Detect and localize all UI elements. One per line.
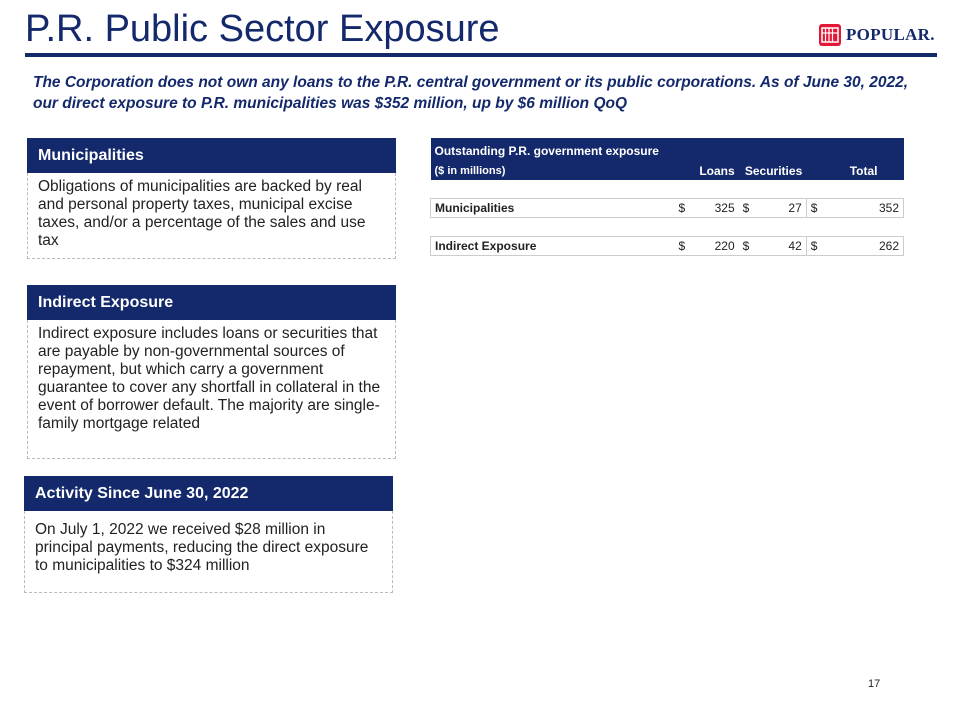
exposure-table bbox=[430, 138, 904, 256]
activity-box bbox=[24, 476, 393, 593]
securities-value: 27 bbox=[760, 199, 806, 218]
table-row bbox=[431, 237, 904, 256]
currency-symbol: $ bbox=[675, 199, 698, 218]
activity-description: On July 1, 2022 we received $28 million in principal payments, reducing the direct exposure to municipalities to $324 million bbox=[24, 511, 393, 593]
title-divider bbox=[25, 53, 937, 57]
table-title: Outstanding P.R. government exposure bbox=[431, 138, 904, 162]
currency-symbol: $ bbox=[739, 237, 761, 256]
indirect-exposure-description: Indirect exposure includes loans or securities that are payable by non-governmental sources of repayment, but which carry a government guarantee to cover any shortfall in collateral in the event of borrower default. The majority are single-family mortgage related bbox=[27, 320, 396, 459]
loans-value: 325 bbox=[697, 199, 738, 218]
currency-symbol: $ bbox=[806, 199, 829, 218]
indirect-exposure-heading: Indirect Exposure bbox=[27, 285, 396, 320]
row-label: Indirect Exposure bbox=[431, 237, 675, 256]
municipalities-box bbox=[27, 138, 396, 259]
table-title-row bbox=[431, 138, 904, 162]
currency-symbol: $ bbox=[806, 237, 829, 256]
activity-heading: Activity Since June 30, 2022 bbox=[24, 476, 393, 511]
table-units: ($ in millions) bbox=[431, 162, 675, 180]
indirect-exposure-box bbox=[27, 285, 396, 459]
column-header-loans: Loans bbox=[675, 162, 739, 180]
total-value: 262 bbox=[829, 237, 904, 256]
column-header-securities: Securities bbox=[739, 162, 807, 180]
popular-logo-icon bbox=[819, 24, 841, 46]
page-title: P.R. Public Sector Exposure bbox=[25, 8, 500, 50]
currency-symbol: $ bbox=[739, 199, 761, 218]
total-value: 352 bbox=[829, 199, 904, 218]
row-label: Municipalities bbox=[431, 199, 675, 218]
table-row bbox=[431, 199, 904, 218]
column-header-total: Total bbox=[806, 162, 903, 180]
municipalities-heading: Municipalities bbox=[27, 138, 396, 173]
municipalities-description: Obligations of municipalities are backed by real and personal property taxes, municipal excise taxes, and/or a percentage of the sales and use tax bbox=[27, 173, 396, 259]
logo-wordmark: POPULAR. bbox=[846, 25, 935, 44]
summary-statement: The Corporation does not own any loans to the P.R. central government or its public corporations. As of June 30, 2022, our direct exposure to P.R. municipalities was $352 million, up by $6 million QoQ bbox=[33, 74, 909, 112]
securities-value: 42 bbox=[760, 237, 806, 256]
currency-symbol: $ bbox=[675, 237, 698, 256]
popular-logo bbox=[819, 22, 935, 48]
page-number: 17 bbox=[868, 678, 881, 690]
loans-value: 220 bbox=[697, 237, 738, 256]
table-header-row bbox=[431, 162, 904, 180]
